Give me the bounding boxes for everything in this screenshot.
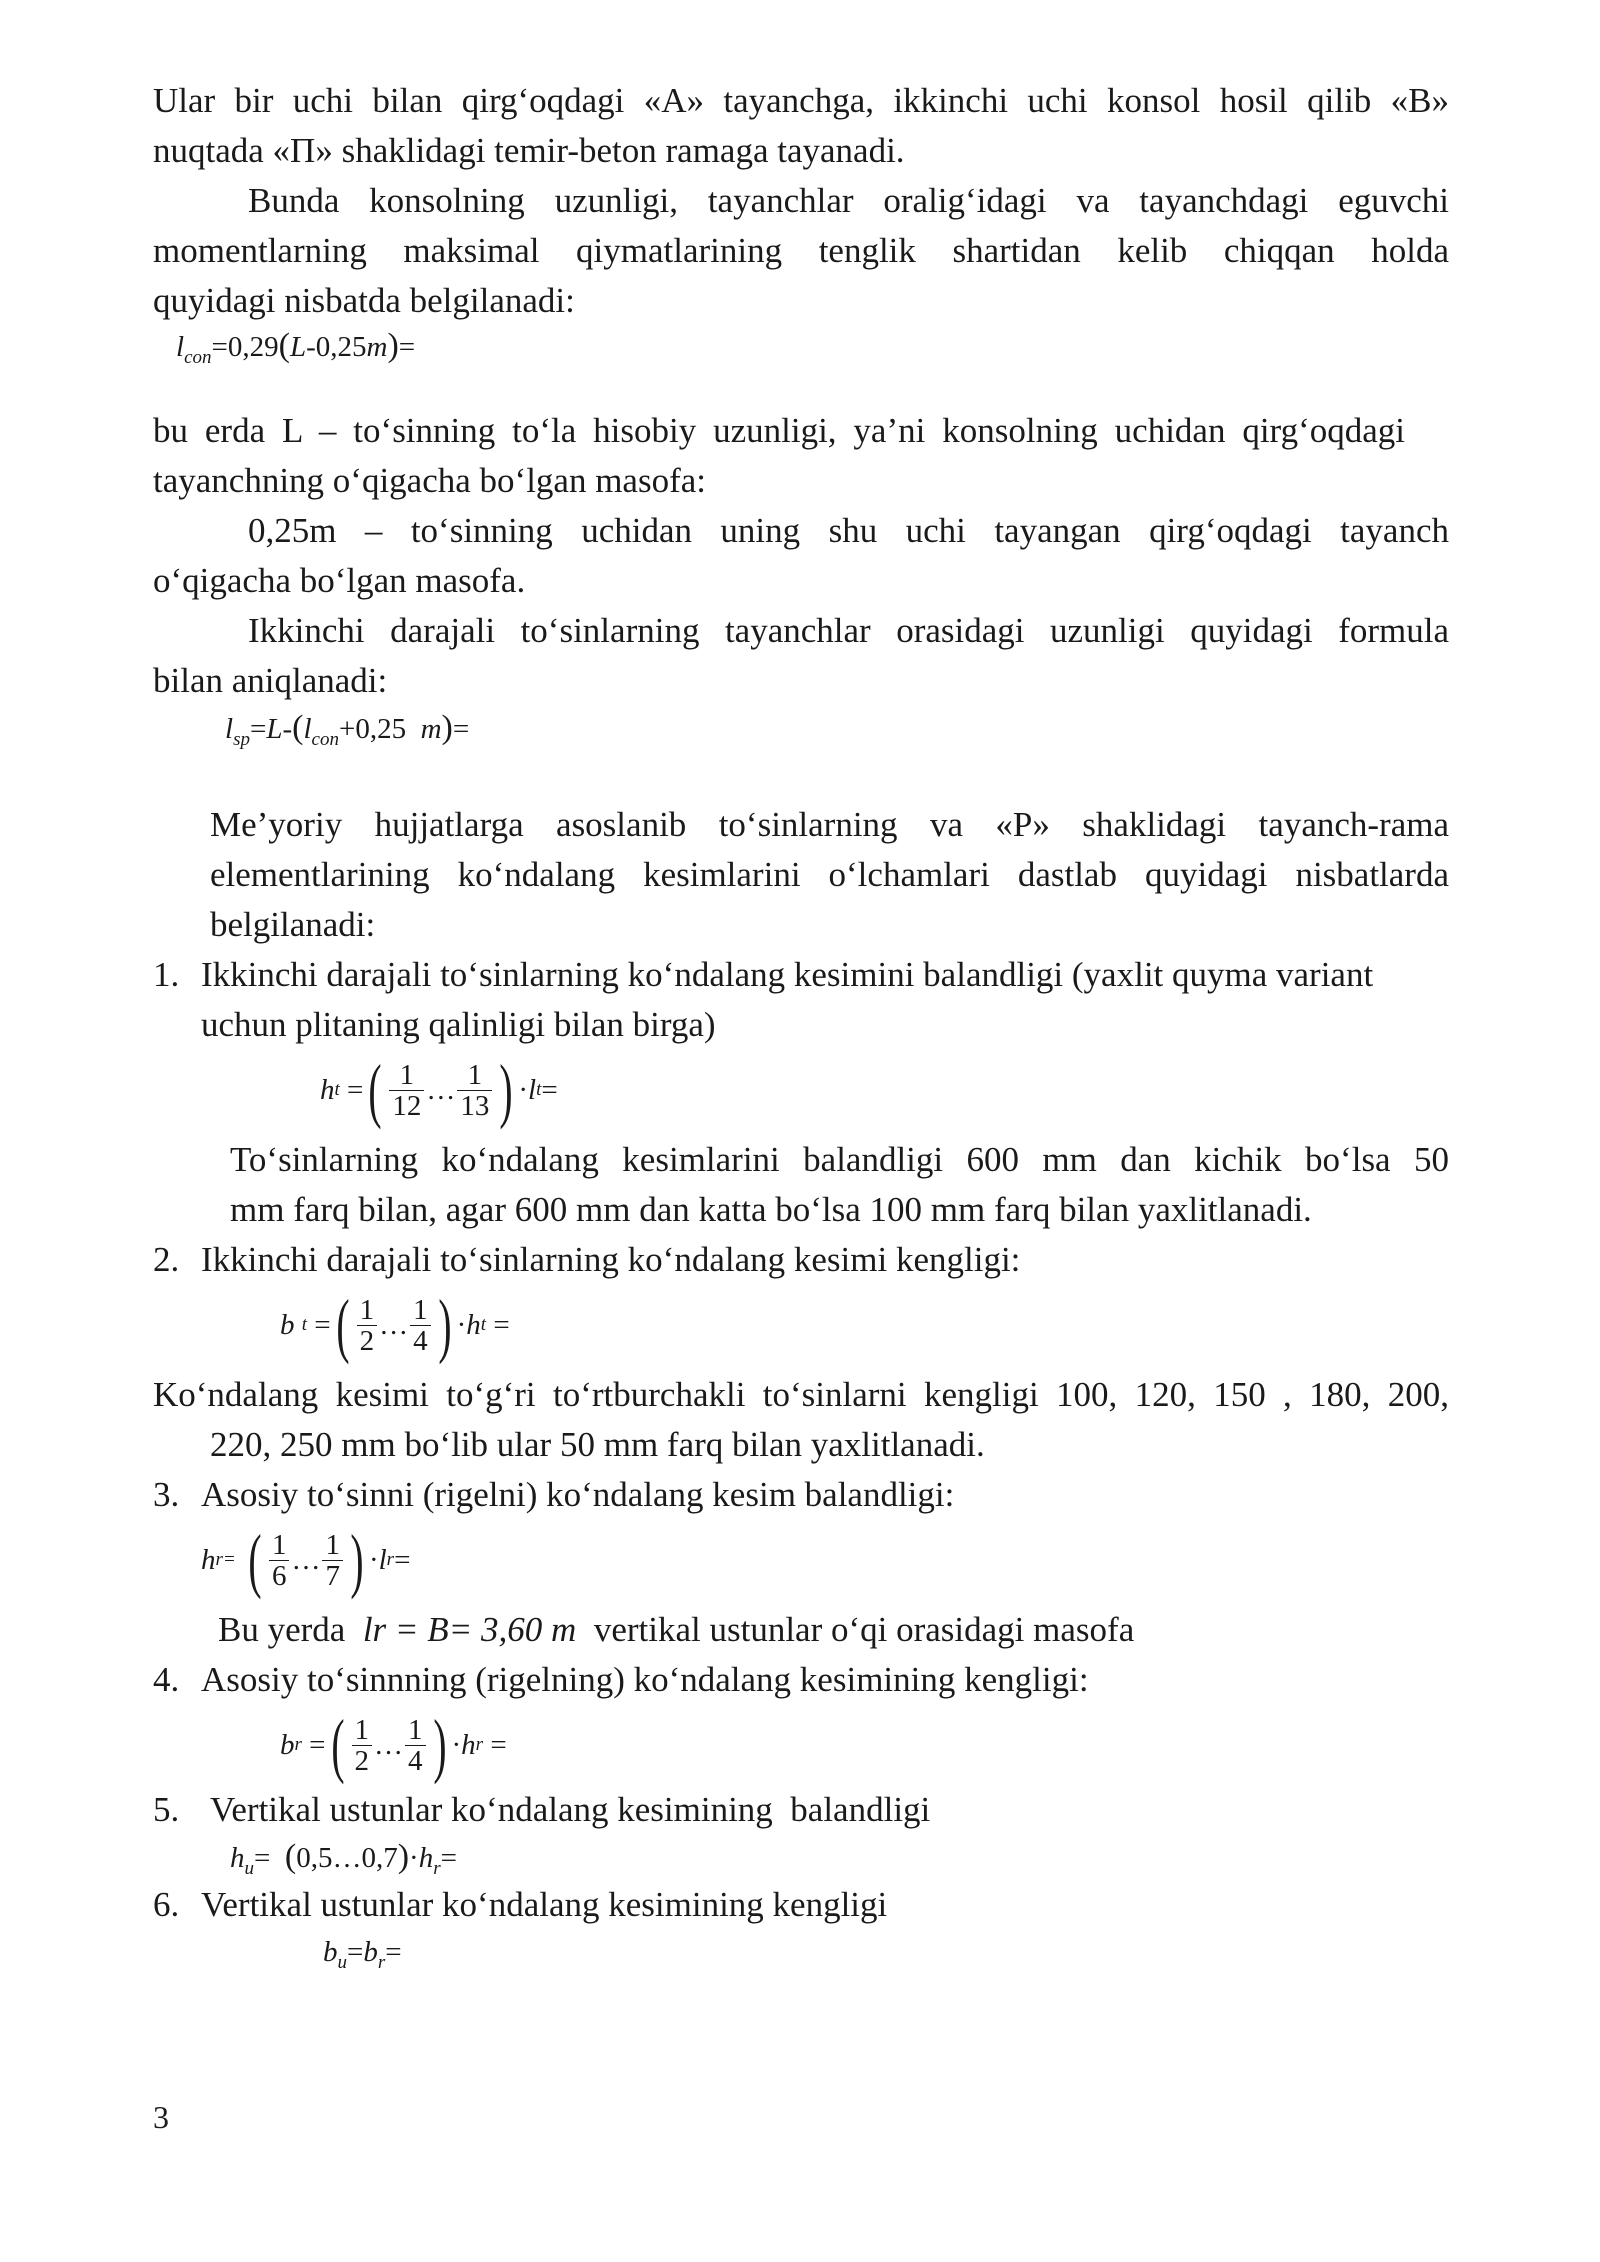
paragraph-line: Bunda konsolning uzunligi, tayanchlar oralig‘idagi va tayanchdagi eguvchi: [248, 181, 1449, 220]
list-number: 3.: [153, 1475, 180, 1514]
paragraph-line: quyidagi nisbatda belgilanadi:: [153, 281, 575, 320]
paragraph-line: o‘qigacha bo‘lgan masofa.: [153, 561, 526, 600]
list-item-text: Vertikal ustunlar ko‘ndalang kesimining kengligi: [201, 1885, 888, 1924]
list-item-text: uchun plitaning qalinligi bilan birga): [201, 1005, 716, 1044]
list-note-line: 220, 250 mm bo‘lib ular 50 mm farq bilan yaxlitlanadi.: [210, 1425, 985, 1464]
formula-l-con: $l_{con}=0,29(L-0,25m)=$: [176, 327, 416, 368]
formula-h-t: h t = ( $\frac{1}{12}$ … $\frac{1}{13}$ ) · l t =: [320, 1050, 558, 1130]
paragraph-line: tayanchning o‘qigacha bo‘lgan masofa:: [153, 461, 706, 500]
list-item-text: Asosiy to‘sinni (rigelni) ko‘ndalang kesim balandligi:: [201, 1475, 955, 1514]
note-formula: lr = B= 3,60 m: [362, 1610, 577, 1649]
list-number: 4.: [153, 1660, 180, 1699]
formula-b-r: b r = ( $\frac{1}{2}$ … $\frac{1}{4}$ ) · h r =: [280, 1705, 507, 1785]
paragraph-line: Me’yoriy hujjatlarga asoslanib to‘sinlarning va «P» shaklidagi tayanch-rama: [210, 805, 1449, 844]
formula-l-sp: $l_{sp}=L-(l_{con}+0,25$ m)=: [225, 709, 470, 750]
list-item-text: Asosiy to‘sinnning (rigelning) ko‘ndalang kesimining kengligi:: [201, 1660, 1089, 1699]
list-note-line: [218, 1605, 1449, 1655]
paragraph-line: Ikkinchi darajali to‘sinlarning tayanchlar orasidagi uzunligi quyidagi formula: [248, 611, 1449, 650]
formula-h-u: $h_u=$ $(0,5\dots 0,7)\cdot h_r=$: [230, 1838, 457, 1879]
formula-h-r: h r= ( $\frac{1}{6}$ … $\frac{1}{7}$ ) · l r =: [201, 1520, 411, 1600]
paragraph-line: elementlarining ko‘ndalang kesimlarini o‘lchamlari dastlab quyidagi nisbatlarda: [210, 855, 1449, 894]
list-number: 2.: [153, 1240, 180, 1279]
page-number: 3: [153, 2099, 169, 2135]
paragraph-line: Ular bir uchi bilan qirg‘oqdagi «A» tayanchga, ikkinchi uchi konsol hosil qilib «B»: [153, 81, 1449, 120]
list-item-text: Ikkinchi darajali to‘sinlarning ko‘ndalang kesimini balandligi (yaxlit quyma variant: [201, 955, 1374, 994]
formula-b-u: $b_u=b_r=$: [323, 1936, 402, 1973]
paragraph-line: bu erda L – to‘sinning to‘la hisobiy uzunligi, ya’ni konsolning uchidan qirg‘oqdagi: [153, 411, 1405, 450]
paragraph-line: 0,25m – to‘sinning uchidan uning shu uchi tayangan qirg‘oqdagi tayanch: [248, 511, 1449, 550]
list-item-text: Vertikal ustunlar ko‘ndalang kesimining balandligi: [210, 1790, 931, 1829]
list-number: 5.: [153, 1790, 180, 1829]
list-note-line: Ko‘ndalang kesimi to‘g‘ri to‘rtburchakli to‘sinlarni kengligi 100, 120, 150 , 180, 200,: [153, 1375, 1449, 1414]
note-prefix: Bu yerda: [218, 1610, 346, 1649]
list-note-line: To‘sinlarning ko‘ndalang kesimlarini balandligi 600 mm dan kichik bo‘lsa 50: [230, 1140, 1449, 1179]
list-number: 6.: [153, 1885, 180, 1924]
paragraph-line: nuqtada «П» shaklidagi temir-beton ramaga tayanadi.: [153, 131, 905, 170]
list-number: 1.: [153, 955, 180, 994]
paragraph-line: belgilanadi:: [210, 905, 376, 944]
paragraph-line: momentlarning maksimal qiymatlarining tenglik shartidan kelib chiqqan holda: [153, 231, 1449, 270]
paragraph-line: bilan aniqlanadi:: [153, 661, 388, 700]
note-suffix: vertikal ustunlar o‘qi orasidagi masofa: [593, 1610, 1135, 1649]
list-note-line: mm farq bilan, agar 600 mm dan katta bo‘lsa 100 mm farq bilan yaxlitlanadi.: [230, 1190, 1312, 1229]
formula-b-t: b t = ( $\frac{1}{2}$ … $\frac{1}{4}$ ) · h t =: [280, 1285, 510, 1365]
list-item-text: Ikkinchi darajali to‘sinlarning ko‘ndalang kesimi kengligi:: [201, 1240, 1021, 1279]
